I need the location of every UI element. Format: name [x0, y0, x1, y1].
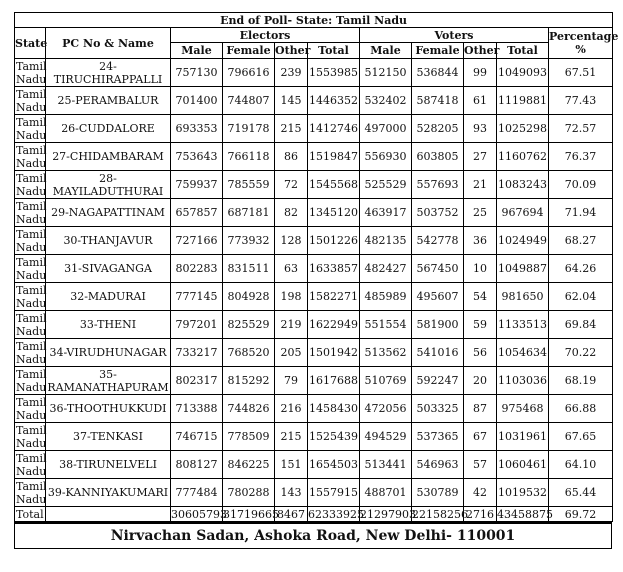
cell-e-male: 757130 [171, 59, 223, 87]
cell-v-male: 532402 [360, 87, 412, 115]
cell-e-total: 1519847 [308, 143, 360, 171]
cell-state: Tamil Nadu [16, 199, 47, 226]
cell-state: Tamil Nadu [16, 227, 47, 254]
header-electors: Electors [171, 28, 360, 43]
cell-e-total: 1525439 [308, 423, 360, 451]
cell-v-female: 503325 [412, 395, 464, 423]
cell-pct: 67.65 [549, 423, 613, 451]
cell-v-male: 551554 [360, 311, 412, 339]
cell-v-female: 503752 [412, 199, 464, 227]
cell-v-total: 981650 [497, 283, 549, 311]
cell-v-other: 25 [464, 199, 497, 227]
header-voters-other: Other [464, 44, 500, 57]
cell-e-total: 1501226 [308, 227, 360, 255]
cell-v-female: 592247 [412, 367, 464, 395]
cell-e-total: 1654503 [308, 451, 360, 479]
cell-e-female: 768520 [223, 339, 275, 367]
cell-pc-name: 38-TIRUNELVELI [46, 451, 171, 479]
cell-pct: 76.37 [549, 143, 613, 171]
total-label: Total [16, 507, 44, 521]
cell-v-other: 42 [464, 479, 497, 507]
cell-v-male: 513562 [360, 339, 412, 367]
cell-pct: 68.27 [549, 227, 613, 255]
cell-v-male: 482427 [360, 255, 412, 283]
cell-v-female: 530789 [412, 479, 464, 507]
table-row [15, 423, 613, 451]
cell-e-other: 79 [275, 367, 308, 395]
cell-pc-name: 39-KANNIYAKUMARI [46, 479, 171, 507]
cell-e-total: 1412746 [308, 115, 360, 143]
cell-v-total: 1024949 [497, 227, 549, 255]
cell-e-male: 797201 [171, 311, 223, 339]
cell-e-male: 802283 [171, 255, 223, 283]
cell-e-female: 785559 [223, 171, 275, 199]
cell-pc-name: 36-THOOTHUKKUDI [46, 395, 171, 423]
cell-e-male: 802317 [171, 367, 223, 395]
cell-pc-name: 27-CHIDAMBARAM [46, 143, 171, 171]
cell-v-male: 510769 [360, 367, 412, 395]
cell-e-other: 143 [275, 479, 308, 507]
header-voters-total: Total [497, 43, 549, 59]
header-pc: PC No & Name [46, 28, 171, 59]
total-pct: 69.72 [549, 507, 613, 522]
cell-v-total: 1049887 [497, 255, 549, 283]
cell-e-male: 759937 [171, 171, 223, 199]
cell-pct: 69.84 [549, 311, 613, 339]
table-row [15, 283, 613, 311]
cell-v-other: 54 [464, 283, 497, 311]
cell-pc-name: 29-NAGAPATTINAM [46, 199, 171, 227]
header-electors-other: Other [275, 44, 311, 57]
cell-v-total: 1133513 [497, 311, 549, 339]
cell-v-total: 975468 [497, 395, 549, 423]
cell-v-female: 567450 [412, 255, 464, 283]
cell-v-other: 10 [464, 255, 497, 283]
table-title: End of Poll- State: Tamil Nadu [15, 13, 613, 28]
cell-pct: 68.19 [549, 367, 613, 395]
cell-e-male: 713388 [171, 395, 223, 423]
cell-v-other: 21 [464, 171, 497, 199]
cell-v-total: 1019532 [497, 479, 549, 507]
cell-v-total: 1049093 [497, 59, 549, 87]
cell-v-male: 482135 [360, 227, 412, 255]
cell-v-male: 497000 [360, 115, 412, 143]
cell-e-total: 1545568 [308, 171, 360, 199]
cell-pct: 70.09 [549, 171, 613, 199]
cell-e-total: 1582271 [308, 283, 360, 311]
cell-v-male: 556930 [360, 143, 412, 171]
cell-pc-name: 31-SIVAGANGA [46, 255, 171, 283]
cell-e-female: 778509 [223, 423, 275, 451]
cell-state: Tamil Nadu [16, 87, 47, 114]
table-row [15, 311, 613, 339]
table-body [15, 59, 613, 522]
header-voters-female: Female [412, 43, 464, 59]
total-v-male: 21297903 [360, 507, 416, 521]
cell-e-other: 215 [275, 115, 308, 143]
table-row [15, 143, 613, 171]
cell-v-total: 1103036 [497, 367, 549, 395]
cell-state: Tamil Nadu [16, 59, 47, 86]
cell-e-other: 215 [275, 423, 308, 451]
cell-e-female: 719178 [223, 115, 275, 143]
cell-state: Tamil Nadu [16, 395, 47, 422]
cell-pct: 62.04 [549, 283, 613, 311]
cell-v-male: 488701 [360, 479, 412, 507]
cell-v-female: 587418 [412, 87, 464, 115]
header-electors-male: Male [171, 43, 223, 59]
cell-v-other: 61 [464, 87, 497, 115]
total-v-other: 2716 [464, 507, 497, 522]
cell-e-other: 205 [275, 339, 308, 367]
cell-e-total: 1617688 [308, 367, 360, 395]
cell-e-female: 744826 [223, 395, 275, 423]
cell-e-other: 82 [275, 199, 308, 227]
cell-v-female: 546963 [412, 451, 464, 479]
cell-v-other: 93 [464, 115, 497, 143]
cell-state: Tamil Nadu [16, 423, 47, 450]
cell-v-female: 537365 [412, 423, 464, 451]
cell-pc-name: 33-THENI [46, 311, 171, 339]
cell-state: Tamil Nadu [16, 283, 47, 310]
total-v-total: 43458875 [497, 507, 553, 521]
cell-v-male: 463917 [360, 199, 412, 227]
cell-pc-name: 34-VIRUDHUNAGAR [46, 339, 171, 367]
cell-state: Tamil Nadu [16, 451, 47, 478]
cell-e-other: 151 [275, 451, 308, 479]
cell-v-total: 1083243 [497, 171, 549, 199]
cell-e-female: 804928 [223, 283, 275, 311]
cell-e-other: 216 [275, 395, 308, 423]
cell-v-other: 99 [464, 59, 497, 87]
table-row [15, 395, 613, 423]
cell-state: Tamil Nadu [16, 115, 47, 142]
cell-state: Tamil Nadu [16, 367, 47, 394]
total-v-female: 22158256 [412, 507, 468, 521]
table-row [15, 199, 613, 227]
table-row [15, 171, 613, 199]
cell-e-other: 145 [275, 87, 308, 115]
cell-v-total: 1031961 [497, 423, 549, 451]
header-percentage: Percentage % [549, 28, 613, 59]
table-row [15, 115, 613, 143]
cell-v-male: 485989 [360, 283, 412, 311]
total-e-total: 62333925 [308, 507, 364, 521]
header-voters: Voters [360, 28, 549, 43]
cell-pc-name: 24-TIRUCHIRAPPALLI [46, 59, 171, 87]
cell-state: Tamil Nadu [16, 255, 47, 282]
cell-pct: 77.43 [549, 87, 613, 115]
cell-e-female: 825529 [223, 311, 275, 339]
cell-e-total: 1557915 [308, 479, 360, 507]
cell-v-other: 59 [464, 311, 497, 339]
cell-v-other: 87 [464, 395, 497, 423]
cell-e-male: 727166 [171, 227, 223, 255]
table-row [15, 227, 613, 255]
cell-e-total: 1553985 [308, 59, 360, 87]
cell-pct: 66.88 [549, 395, 613, 423]
cell-e-female: 796616 [223, 59, 275, 87]
cell-e-total: 1458430 [308, 395, 360, 423]
cell-pc-name: 35-RAMANATHAPURAM [47, 367, 169, 394]
cell-v-male: 512150 [360, 59, 412, 87]
cell-e-total: 1622949 [308, 311, 360, 339]
header-electors-total: Total [308, 43, 360, 59]
cell-v-female: 603805 [412, 143, 464, 171]
cell-e-female: 766118 [223, 143, 275, 171]
cell-e-female: 780288 [223, 479, 275, 507]
cell-v-male: 525529 [360, 171, 412, 199]
cell-e-male: 701400 [171, 87, 223, 115]
cell-e-female: 744807 [223, 87, 275, 115]
header-electors-female: Female [223, 43, 275, 59]
cell-e-other: 128 [275, 227, 308, 255]
cell-e-total: 1345120 [308, 199, 360, 227]
cell-v-female: 541016 [412, 339, 464, 367]
cell-v-female: 557693 [412, 171, 464, 199]
cell-e-male: 808127 [171, 451, 223, 479]
cell-v-total: 1025298 [497, 115, 549, 143]
cell-v-other: 57 [464, 451, 497, 479]
total-e-male: 30605793 [171, 507, 227, 521]
cell-e-other: 72 [275, 171, 308, 199]
table-row [15, 87, 613, 115]
cell-v-total: 1119881 [497, 87, 549, 115]
cell-state: Tamil Nadu [16, 479, 47, 506]
cell-e-male: 777484 [171, 479, 223, 507]
cell-v-other: 36 [464, 227, 497, 255]
cell-e-female: 773932 [223, 227, 275, 255]
cell-v-other: 67 [464, 423, 497, 451]
cell-e-male: 746715 [171, 423, 223, 451]
cell-state: Tamil Nadu [16, 311, 47, 338]
cell-e-female: 846225 [223, 451, 275, 479]
cell-state: Tamil Nadu [16, 171, 47, 198]
total-e-other: 8467 [275, 507, 308, 522]
cell-v-male: 513441 [360, 451, 412, 479]
cell-v-male: 472056 [360, 395, 412, 423]
header-voters-male: Male [360, 43, 412, 59]
table-row [15, 367, 613, 395]
cell-v-other: 20 [464, 367, 497, 395]
poll-report [14, 12, 619, 549]
table-row [15, 59, 613, 87]
footer-address: Nirvachan Sadan, Ashoka Road, New Delhi- 110001 [14, 522, 612, 549]
cell-e-female: 831511 [223, 255, 275, 283]
cell-pc-name: 30-THANJAVUR [46, 227, 171, 255]
cell-e-other: 239 [275, 59, 308, 87]
cell-e-total: 1446352 [308, 87, 360, 115]
cell-e-other: 198 [275, 283, 308, 311]
cell-pc-name: 25-PERAMBALUR [46, 87, 171, 115]
cell-pct: 64.26 [549, 255, 613, 283]
total-e-female: 31719665 [223, 507, 279, 521]
cell-v-total: 1060461 [497, 451, 549, 479]
cell-e-female: 815292 [223, 367, 275, 395]
cell-e-male: 693353 [171, 115, 223, 143]
cell-e-male: 777145 [171, 283, 223, 311]
cell-v-female: 542778 [412, 227, 464, 255]
header-state: State [15, 28, 46, 59]
poll-table [14, 12, 619, 522]
cell-e-male: 657857 [171, 199, 223, 227]
cell-v-total: 1160762 [497, 143, 549, 171]
cell-v-male: 494529 [360, 423, 412, 451]
cell-v-total: 967694 [497, 199, 549, 227]
cell-pc-name: 26-CUDDALORE [46, 115, 171, 143]
total-pc-empty [46, 507, 171, 522]
total-row [15, 507, 613, 522]
cell-v-female: 581900 [412, 311, 464, 339]
cell-e-total: 1501942 [308, 339, 360, 367]
cell-pct: 72.57 [549, 115, 613, 143]
cell-pct: 71.94 [549, 199, 613, 227]
cell-v-total: 1054634 [497, 339, 549, 367]
cell-v-other: 27 [464, 143, 497, 171]
cell-pc-name: 28-MAYILADUTHURAI [46, 171, 171, 199]
cell-state: Tamil Nadu [16, 339, 47, 366]
cell-pc-name: 37-TENKASI [46, 423, 171, 451]
cell-e-other: 219 [275, 311, 308, 339]
cell-v-other: 56 [464, 339, 497, 367]
cell-state: Tamil Nadu [16, 143, 47, 170]
cell-pct: 64.10 [549, 451, 613, 479]
cell-pct: 67.51 [549, 59, 613, 87]
table-row [15, 255, 613, 283]
cell-v-female: 536844 [412, 59, 464, 87]
cell-e-female: 687181 [223, 199, 275, 227]
cell-e-total: 1633857 [308, 255, 360, 283]
table-row [15, 339, 613, 367]
table-row [15, 451, 613, 479]
cell-e-other: 63 [275, 255, 308, 283]
cell-pct: 65.44 [549, 479, 613, 507]
cell-pc-name: 32-MADURAI [46, 283, 171, 311]
cell-v-female: 528205 [412, 115, 464, 143]
cell-pct: 70.22 [549, 339, 613, 367]
table-row [15, 479, 613, 507]
cell-e-male: 753643 [171, 143, 223, 171]
cell-v-female: 495607 [412, 283, 464, 311]
cell-e-male: 733217 [171, 339, 223, 367]
cell-e-other: 86 [275, 143, 308, 171]
